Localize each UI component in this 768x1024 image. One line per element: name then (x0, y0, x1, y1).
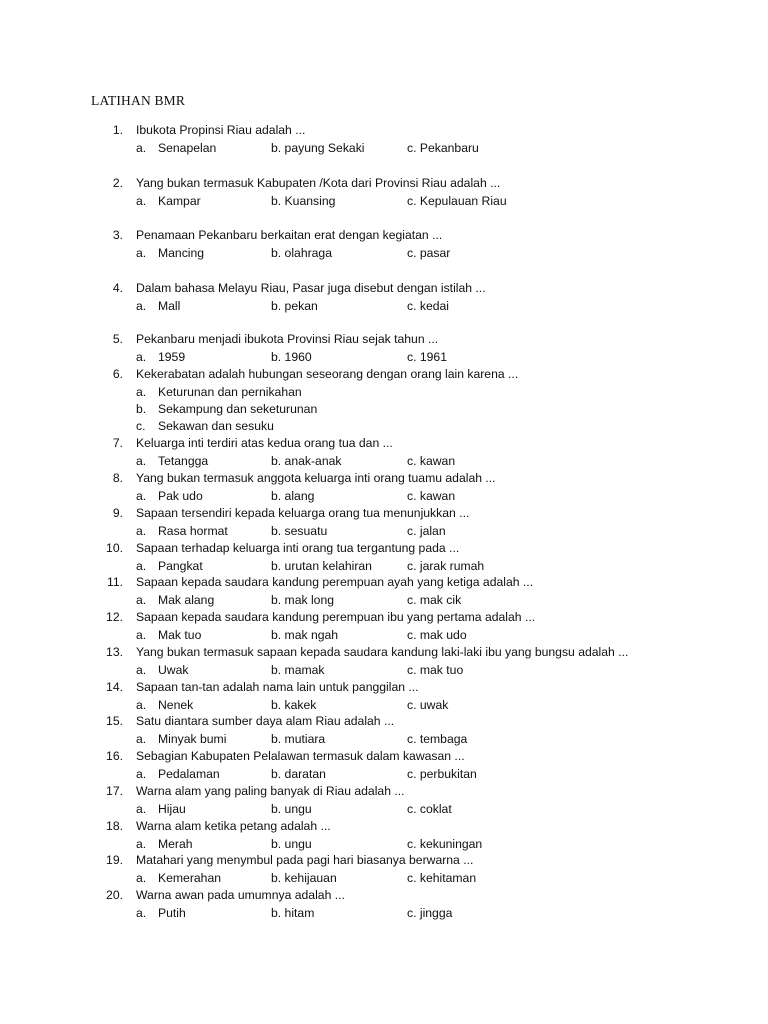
question-16 (0, 748, 768, 764)
answer-options (0, 836, 768, 852)
question-text: Dalam bahasa Melayu Riau, Pasar juga disebut dengan istilah ... (136, 281, 486, 295)
question-text: Warna alam ketika petang adalah ... (136, 819, 331, 833)
option-a: Pedalaman (158, 767, 220, 781)
answer-options (0, 592, 768, 608)
option-a: Uwak (158, 663, 189, 677)
question-3 (0, 227, 768, 243)
option-a-letter: a. (136, 454, 147, 468)
question-12 (0, 609, 768, 625)
answer-options (0, 523, 768, 539)
option-c: c. uwak (407, 698, 449, 712)
option-b: b. mutiara (271, 732, 326, 746)
option-c: c. kawan (407, 489, 456, 503)
option-c: c. kehitaman (407, 871, 477, 885)
option-b: b. mamak (271, 663, 325, 677)
question-text: Sapaan terhadap keluarga inti orang tua tergantung pada ... (136, 541, 460, 555)
question-number: 16. (106, 749, 123, 763)
question-7 (0, 435, 768, 451)
option-a-letter: a. (136, 194, 147, 208)
option-text: Sekawan dan sesuku (158, 419, 274, 433)
option-text: Keturunan dan pernikahan (158, 385, 302, 399)
option-a-letter: a. (136, 524, 147, 538)
question-5 (0, 331, 768, 347)
question-number: 8. (112, 471, 123, 485)
question-number: 4. (112, 281, 123, 295)
option-a-letter: a. (136, 350, 147, 364)
question-text: Matahari yang menymbul pada pagi hari biasanya berwarna ... (136, 853, 474, 867)
question-text: Sapaan tersendiri kepada keluarga orang tua menunjukkan ... (136, 506, 470, 520)
option-c: c. kedai (407, 299, 450, 313)
option-letter: c. (136, 419, 146, 433)
question-text: Warna alam yang paling banyak di Riau adalah ... (136, 784, 405, 798)
option-b: b. mak ngah (271, 628, 339, 642)
option-b: b. kakek (271, 698, 317, 712)
answer-option-line (0, 384, 768, 400)
option-b: b. ungu (271, 837, 312, 851)
option-c: c. kekuningan (407, 837, 483, 851)
option-a: 1959 (158, 350, 186, 364)
answer-options (0, 558, 768, 574)
option-a-letter: a. (136, 802, 147, 816)
option-a: Tetangga (158, 454, 209, 468)
question-text: Sapaan kepada saudara kandung perempuan ayah yang ketiga adalah ... (136, 575, 534, 589)
question-2 (0, 175, 768, 191)
option-a: Nenek (158, 698, 194, 712)
question-number: 6. (112, 367, 123, 381)
answer-option-line (0, 401, 768, 417)
answer-options (0, 193, 768, 209)
answer-options (0, 627, 768, 643)
answer-options (0, 245, 768, 261)
question-18 (0, 818, 768, 834)
option-b: b. payung Sekaki (271, 141, 365, 155)
option-c: c. kawan (407, 454, 456, 468)
answer-options (0, 697, 768, 713)
option-c: c. perbukitan (407, 767, 477, 781)
option-a-letter: a. (136, 246, 147, 260)
question-text: Sapaan tan-tan adalah nama lain untuk panggilan ... (136, 680, 419, 694)
option-a: Pak udo (158, 489, 203, 503)
question-number: 1. (112, 123, 123, 137)
option-a-letter: a. (136, 628, 147, 642)
worksheet-title: LATIHAN BMR (91, 93, 186, 108)
option-letter: b. (136, 402, 147, 416)
option-c: c. tembaga (407, 732, 468, 746)
option-c: c. mak cik (407, 593, 462, 607)
option-c: c. jalan (407, 524, 446, 538)
option-c: c. jarak rumah (407, 559, 485, 573)
option-text: Sekampung dan seketurunan (158, 402, 318, 416)
question-text: Kekerabatan adalah hubungan seseorang dengan orang lain karena ... (136, 367, 519, 381)
option-b: b. olahraga (271, 246, 332, 260)
question-20 (0, 887, 768, 903)
option-a-letter: a. (136, 837, 147, 851)
answer-options (0, 662, 768, 678)
question-number: 7. (112, 436, 123, 450)
option-c: c. 1961 (407, 350, 447, 364)
question-number: 12. (106, 610, 123, 624)
option-b: b. 1960 (271, 350, 312, 364)
question-13 (0, 644, 768, 660)
question-number: 2. (112, 176, 123, 190)
option-b: b. Kuansing (271, 194, 336, 208)
question-number: 11. (106, 575, 123, 589)
question-text: Yang bukan termasuk anggota keluarga inti orang tuamu adalah ... (136, 471, 496, 485)
option-a: Rasa hormat (158, 524, 228, 538)
option-a: Putih (158, 906, 186, 920)
question-number: 9. (112, 506, 123, 520)
option-a: Merah (158, 837, 193, 851)
option-a-letter: a. (136, 663, 147, 677)
option-a-letter: a. (136, 698, 147, 712)
option-a-letter: a. (136, 906, 147, 920)
option-c: c. mak tuo (407, 663, 464, 677)
question-text: Sebagian Kabupaten Pelalawan termasuk dalam kawasan ... (136, 749, 465, 763)
answer-options (0, 349, 768, 365)
option-c: c. Kepulauan Riau (407, 194, 507, 208)
option-b: b. sesuatu (271, 524, 328, 538)
option-c: c. mak udo (407, 628, 467, 642)
answer-options (0, 870, 768, 886)
question-text: Sapaan kepada saudara kandung perempuan ibu yang pertama adalah ... (136, 610, 536, 624)
answer-option-line (0, 418, 768, 434)
option-a: Pangkat (158, 559, 203, 573)
question-9 (0, 505, 768, 521)
question-4 (0, 280, 768, 296)
option-b: b. alang (271, 489, 315, 503)
question-text: Ibukota Propinsi Riau adalah ... (136, 123, 306, 137)
option-a: Mak tuo (158, 628, 202, 642)
option-a: Kampar (158, 194, 201, 208)
answer-options (0, 731, 768, 747)
option-c: c. coklat (407, 802, 452, 816)
question-number: 3. (112, 228, 123, 242)
question-number: 13. (106, 645, 123, 659)
option-a-letter: a. (136, 732, 147, 746)
option-b: b. ungu (271, 802, 312, 816)
option-b: b. daratan (271, 767, 326, 781)
answer-options (0, 488, 768, 504)
answer-options (0, 298, 768, 314)
option-b: b. mak long (271, 593, 335, 607)
option-a-letter: a. (136, 299, 147, 313)
question-text: Satu diantara sumber daya alam Riau adalah ... (136, 714, 395, 728)
option-a: Minyak bumi (158, 732, 227, 746)
answer-options (0, 801, 768, 817)
option-a: Hijau (158, 802, 186, 816)
option-a: Mall (158, 299, 181, 313)
answer-options (0, 766, 768, 782)
question-14 (0, 679, 768, 695)
question-number: 17. (106, 784, 123, 798)
option-b: b. pekan (271, 299, 318, 313)
question-number: 15. (106, 714, 123, 728)
question-number: 20. (106, 888, 123, 902)
question-text: Keluarga inti terdiri atas kedua orang tua dan ... (136, 436, 393, 450)
question-17 (0, 783, 768, 799)
answer-options (0, 905, 768, 921)
answer-options (0, 453, 768, 469)
option-c: c. pasar (407, 246, 451, 260)
question-number: 19. (106, 853, 123, 867)
option-b: b. kehijauan (271, 871, 337, 885)
question-text: Warna awan pada umumnya adalah ... (136, 888, 345, 902)
question-11 (0, 574, 768, 590)
option-c: c. Pekanbaru (407, 141, 479, 155)
option-c: c. jingga (407, 906, 453, 920)
question-text: Yang bukan termasuk Kabupaten /Kota dari Provinsi Riau adalah ... (136, 176, 501, 190)
option-b: b. hitam (271, 906, 315, 920)
option-a: Mancing (158, 246, 205, 260)
option-b: b. anak-anak (271, 454, 342, 468)
question-number: 5. (112, 332, 123, 346)
question-number: 18. (106, 819, 123, 833)
option-a: Mak alang (158, 593, 215, 607)
question-text: Penamaan Pekanbaru berkaitan erat dengan kegiatan ... (136, 228, 443, 242)
question-8 (0, 470, 768, 486)
question-10 (0, 540, 768, 556)
question-15 (0, 713, 768, 729)
option-a: Kemerahan (158, 871, 222, 885)
option-a-letter: a. (136, 141, 147, 155)
option-letter: a. (136, 385, 147, 399)
option-a: Senapelan (158, 141, 217, 155)
question-text: Pekanbaru menjadi ibukota Provinsi Riau sejak tahun ... (136, 332, 439, 346)
answer-options (0, 140, 768, 156)
question-text: Yang bukan termasuk sapaan kepada saudara kandung laki-laki ibu yang bungsu adalah ... (136, 645, 629, 659)
question-1 (0, 122, 768, 138)
option-a-letter: a. (136, 559, 147, 573)
option-a-letter: a. (136, 593, 147, 607)
question-19 (0, 852, 768, 868)
option-a-letter: a. (136, 767, 147, 781)
option-a-letter: a. (136, 871, 147, 885)
option-b: b. urutan kelahiran (271, 559, 372, 573)
question-number: 10. (106, 541, 123, 555)
question-6 (0, 366, 768, 382)
question-number: 14. (106, 680, 123, 694)
option-a-letter: a. (136, 489, 147, 503)
